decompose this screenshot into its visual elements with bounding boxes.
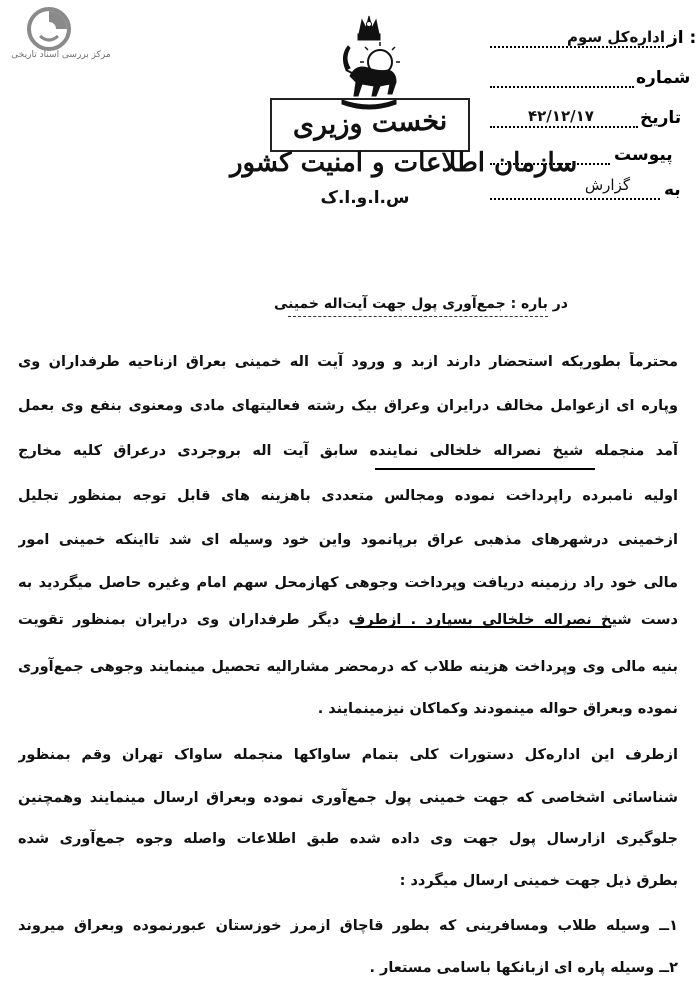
underline-mark bbox=[355, 626, 611, 628]
archive-logo-icon bbox=[26, 6, 72, 52]
watermark-text: مرکز بررسی اسناد تاریخی bbox=[11, 50, 111, 60]
from-line bbox=[490, 46, 668, 48]
body-line: جلوگیری ازارسال پول جهت وی داده شده طبق اطلاعات واصله وجوه جمع‌آوری شده bbox=[18, 831, 678, 847]
body-line: مالی خود راد رزمینه دریافت وپرداخت وجوهی کهازمحل سهم امام وغیره حاصل میگردید به bbox=[18, 575, 678, 591]
body-line: شناسائی اشخاصی که جهت خمینی پول جمع‌آوری نموده وبعراق ارسال مینمایند وهمچنین bbox=[18, 790, 678, 806]
from-value: اداره‌کل سوم bbox=[567, 28, 665, 46]
body-line: نموده وبعراق حواله مینمودند وکماکان نیزمینمایند . bbox=[317, 701, 678, 717]
body-line: ازخمینی درشهرهای مذهبی عراق برپانمود واین خود وسیله ای شد تااینکه خمینی امور bbox=[18, 532, 678, 548]
subject-underline bbox=[288, 316, 548, 317]
date-label: تاریخ bbox=[640, 108, 682, 128]
body-line: ۱ــ وسیله طلاب ومسافرینی که بطور قاچاق ازمرز خوزستان عبورنموده وبعراق میروند bbox=[18, 918, 678, 934]
from-label: از : bbox=[668, 28, 697, 48]
body-line: وپاره ای ازعوامل مخالف درایران وعراق بیک رشته فعالیتهای مادی ومعنوی بنفع وی بعمل bbox=[18, 398, 678, 414]
underline-mark bbox=[375, 468, 595, 470]
prime-ministry-stamp bbox=[270, 98, 470, 152]
stamp-text: نخست وزیری bbox=[292, 105, 448, 142]
number-label: شماره bbox=[636, 68, 691, 88]
body-line: دست شیخ نصراله خلخالی بسپارد . ازطرف دیگر طرفداران وی درایران بمنظور تقویت bbox=[18, 612, 678, 628]
number-line bbox=[490, 86, 634, 88]
body-line: بنیه مالی وی وپرداخت هزینه طلاب که درمحضر مشارالیه تحصیل مینمایند وجوهی جمع‌آوری bbox=[18, 659, 678, 675]
to-label: به bbox=[664, 180, 681, 200]
body-line: ازطرف این اداره‌کل دستورات کلی بتمام ساواکها منجمله ساواک تهران وقم بمنظور bbox=[18, 747, 678, 763]
organization-code: س.ا.و.ا.ک bbox=[320, 188, 410, 208]
date-line bbox=[490, 126, 638, 128]
body-line: بطرق ذیل جهت خمینی ارسال میگردد : bbox=[399, 873, 678, 889]
subject-line: در باره : جمع‌آوری پول جهت آیت‌اله خمینی bbox=[273, 296, 568, 312]
body-line: محترماً بطوریکه استحضار دارند ازبد و ورود آیت اله خمینی بعراق ازناحیه طرفداران وی bbox=[18, 354, 678, 370]
body-line: اولیه نامبرده راپرداخت نموده ومجالس متعددی باهزینه های قابل توجه بمنظور تجلیل bbox=[18, 488, 678, 504]
attachment-label: پیوست bbox=[614, 145, 673, 165]
date-value: ۴۲/۱۲/۱۷ bbox=[528, 107, 594, 125]
report-label: گزارش bbox=[584, 176, 630, 194]
to-line bbox=[490, 198, 660, 200]
body-line: آمد منجمله شیخ نصراله خلخالی نماینده سابق آیت اله بروجردی درعراق کلیه مخارج bbox=[18, 443, 678, 459]
organization-name: سازمان اطلاعات و امنیت کشور bbox=[230, 148, 578, 178]
body-line: ۲ــ وسیله پاره ای ازبانکها باسامی مستعار . bbox=[369, 960, 678, 976]
